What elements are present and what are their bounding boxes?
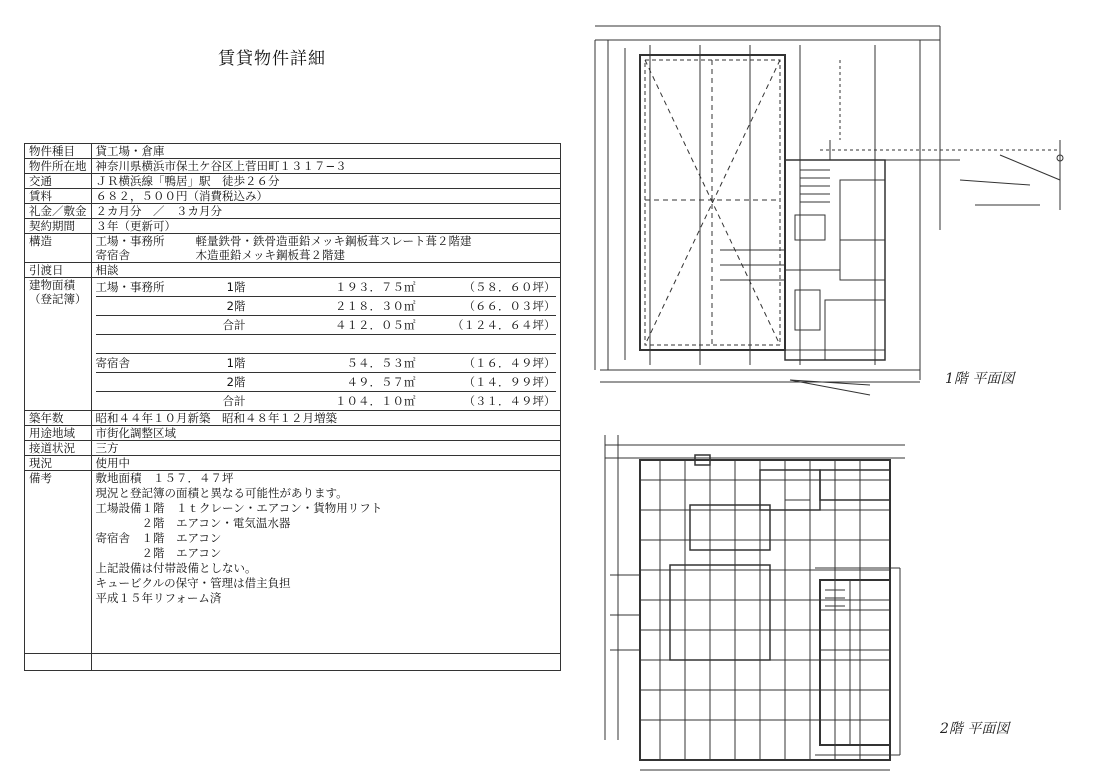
table-row: 礼金／敷金 ２カ月分 ／ ３カ月分 (25, 204, 561, 219)
table-row: 交通 ＪＲ横浜線「鴨居」駅 徒歩２６分 (25, 174, 561, 189)
table-row: 築年数 昭和４４年１０月新築 昭和４８年１２月増築 (25, 411, 561, 426)
table-row: 賃料 ６８２，５００円（消費税込み） (25, 189, 561, 204)
floor1-plan-label: 1階 平面図 (945, 371, 1015, 387)
table-row: 物件種目 貸工場・倉庫 (25, 144, 561, 159)
area-row: 建物面積 （登記簿） 工場・事務所 1階 １９３．７５㎡ （５８．６０坪） 2階 ２１８．３０㎡ （６６．０３坪） 合計 ４１２．０５㎡ （１２４．６４坪） 寄宿舎 1階 ５４．５３㎡ （１６．４９坪） 2階 ４９．５７㎡ （１４．９９坪） 合計 １０４．１０㎡ （３１．４９坪） (25, 278, 561, 411)
structure-row: 構造 工場・事務所 軽量鉄骨・鉄骨造亜鉛メッキ鋼板葺スレート葺２階建 寄宿舎 木造亜鉛メッキ鋼板葺２階建 (25, 234, 561, 263)
table-row: 契約期間 ３年（更新可） (25, 219, 561, 234)
table-row: 現況 使用中 (25, 456, 561, 471)
document-title: 賃貸物件詳細 (218, 49, 326, 69)
floor1-plan (595, 26, 1063, 395)
notes-row: 備考 敷地面積 １５７．４７坪 現況と登記簿の面積と異なる可能性があります。 工場設備１階 １ｔクレーン・エアコン・貨物用リフト ２階 エアコン・電気温水器 寄宿舎 １階 エアコン ２階 エアコン 上記設備は付帯設備としない。 キュービクルの保守・管理は借主負担 平成１５年リフォーム済 (25, 471, 561, 654)
table-row: 接道状況 三方 (25, 441, 561, 456)
table-row: 用途地域 市街化調整区域 (25, 426, 561, 441)
floor2-plan-label: 2階 平面図 (940, 721, 1010, 737)
table-row: 物件所在地 神奈川県横浜市保土ケ谷区上菅田町１３１７−３ (25, 159, 561, 174)
floor2-plan (605, 435, 905, 770)
table-row: 引渡日 相談 (25, 263, 561, 278)
